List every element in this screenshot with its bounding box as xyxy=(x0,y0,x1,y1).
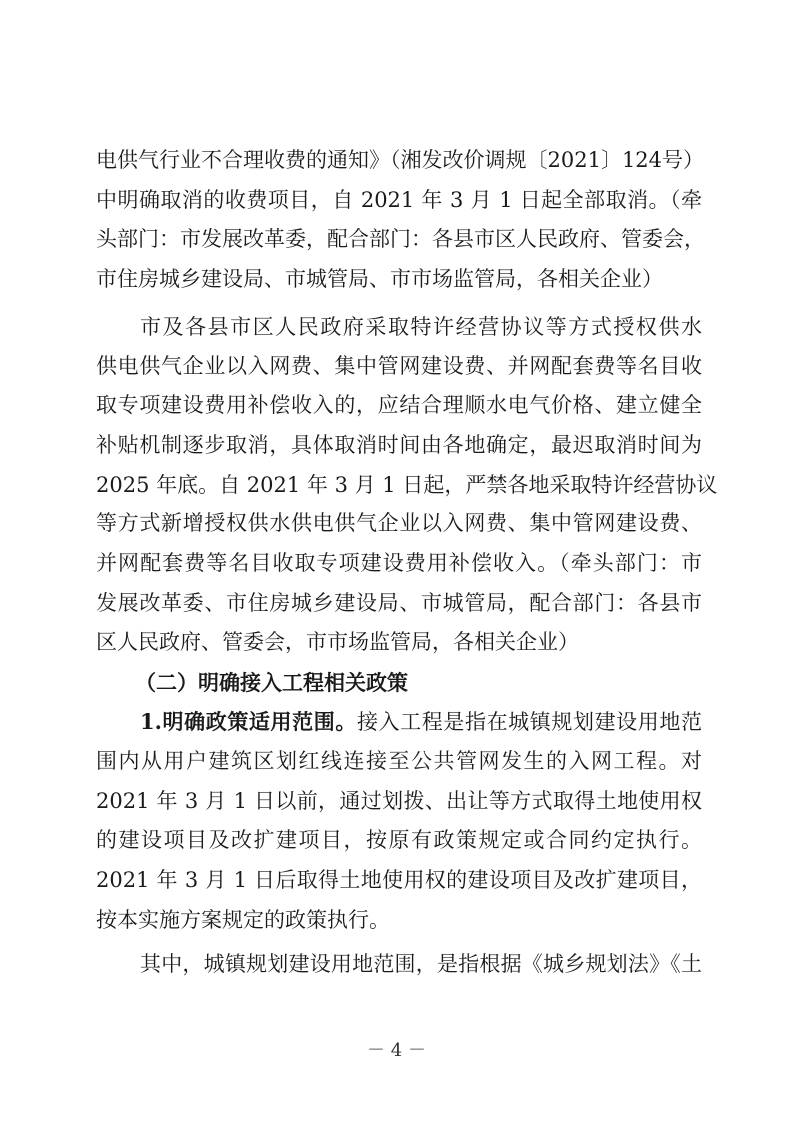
section-heading: （二）明确接入工程相关政策 xyxy=(135,670,408,695)
text-line xyxy=(140,707,702,737)
text-line: 头部门：市发展改革委，配合部门：各县市区人民政府、管委会， xyxy=(96,227,705,251)
text-line: 等方式新增授权供水供电供气企业以入网费、集中管网建设费、 xyxy=(96,511,702,535)
text-line: 2021 年 3 月 1 日以前，通过划拨、出让等方式取得土地使用权 xyxy=(96,789,702,813)
text-line: 发展改革委、市住房城乡建设局、市城管局，配合部门：各县市 xyxy=(96,591,702,615)
page-number: － 4 － xyxy=(367,1040,426,1061)
text-line: 并网配套费等名目收取专项建设费用补偿收入。（牵头部门：市 xyxy=(96,551,702,575)
text-line: 围内从用户建筑区划红线连接至公共管网发生的入网工程。对 xyxy=(96,749,702,773)
text-line: 其中，城镇规划建设用地范围，是指根据《城乡规划法》《土 xyxy=(140,952,702,976)
item-text: 接入工程是指在城镇规划建设用地范 xyxy=(356,710,702,734)
text-line: 2021 年 3 月 1 日后取得土地使用权的建设项目及改扩建项目， xyxy=(96,868,702,892)
text-line: 中明确取消的收费项目，自 2021 年 3 月 1 日起全部取消。（牵 xyxy=(96,188,702,212)
text-line: 补贴机制逐步取消，具体取消时间由各地确定，最迟取消时间为 xyxy=(96,433,702,457)
text-line: 区人民政府、管委会，市市场监管局，各相关企业） xyxy=(96,630,579,654)
text-line: 取专项建设费用补偿收入的，应结合理顺水电气价格、建立健全 xyxy=(96,393,702,417)
text-line: 市住房城乡建设局、市城管局、市市场监管局，各相关企业） xyxy=(96,267,663,291)
text-line: 电供气行业不合理收费的通知》（湘发改价调规〔2021〕124号） xyxy=(96,148,705,172)
text-line: 按本实施方案规定的政策执行。 xyxy=(96,908,390,932)
text-line: 供电供气企业以入网费、集中管网建设费、并网配套费等名目收 xyxy=(96,354,702,378)
text-line: 市及各县市区人民政府采取特许经营协议等方式授权供水 xyxy=(140,315,702,339)
text-line: 2025 年底。自 2021 年 3 月 1 日起，严禁各地采取特许经营协议 xyxy=(96,473,718,497)
text-line: 的建设项目及改扩建项目，按原有政策规定或合同约定执行。 xyxy=(96,828,702,852)
item-lead: 1.明确政策适用范围。 xyxy=(140,709,357,734)
